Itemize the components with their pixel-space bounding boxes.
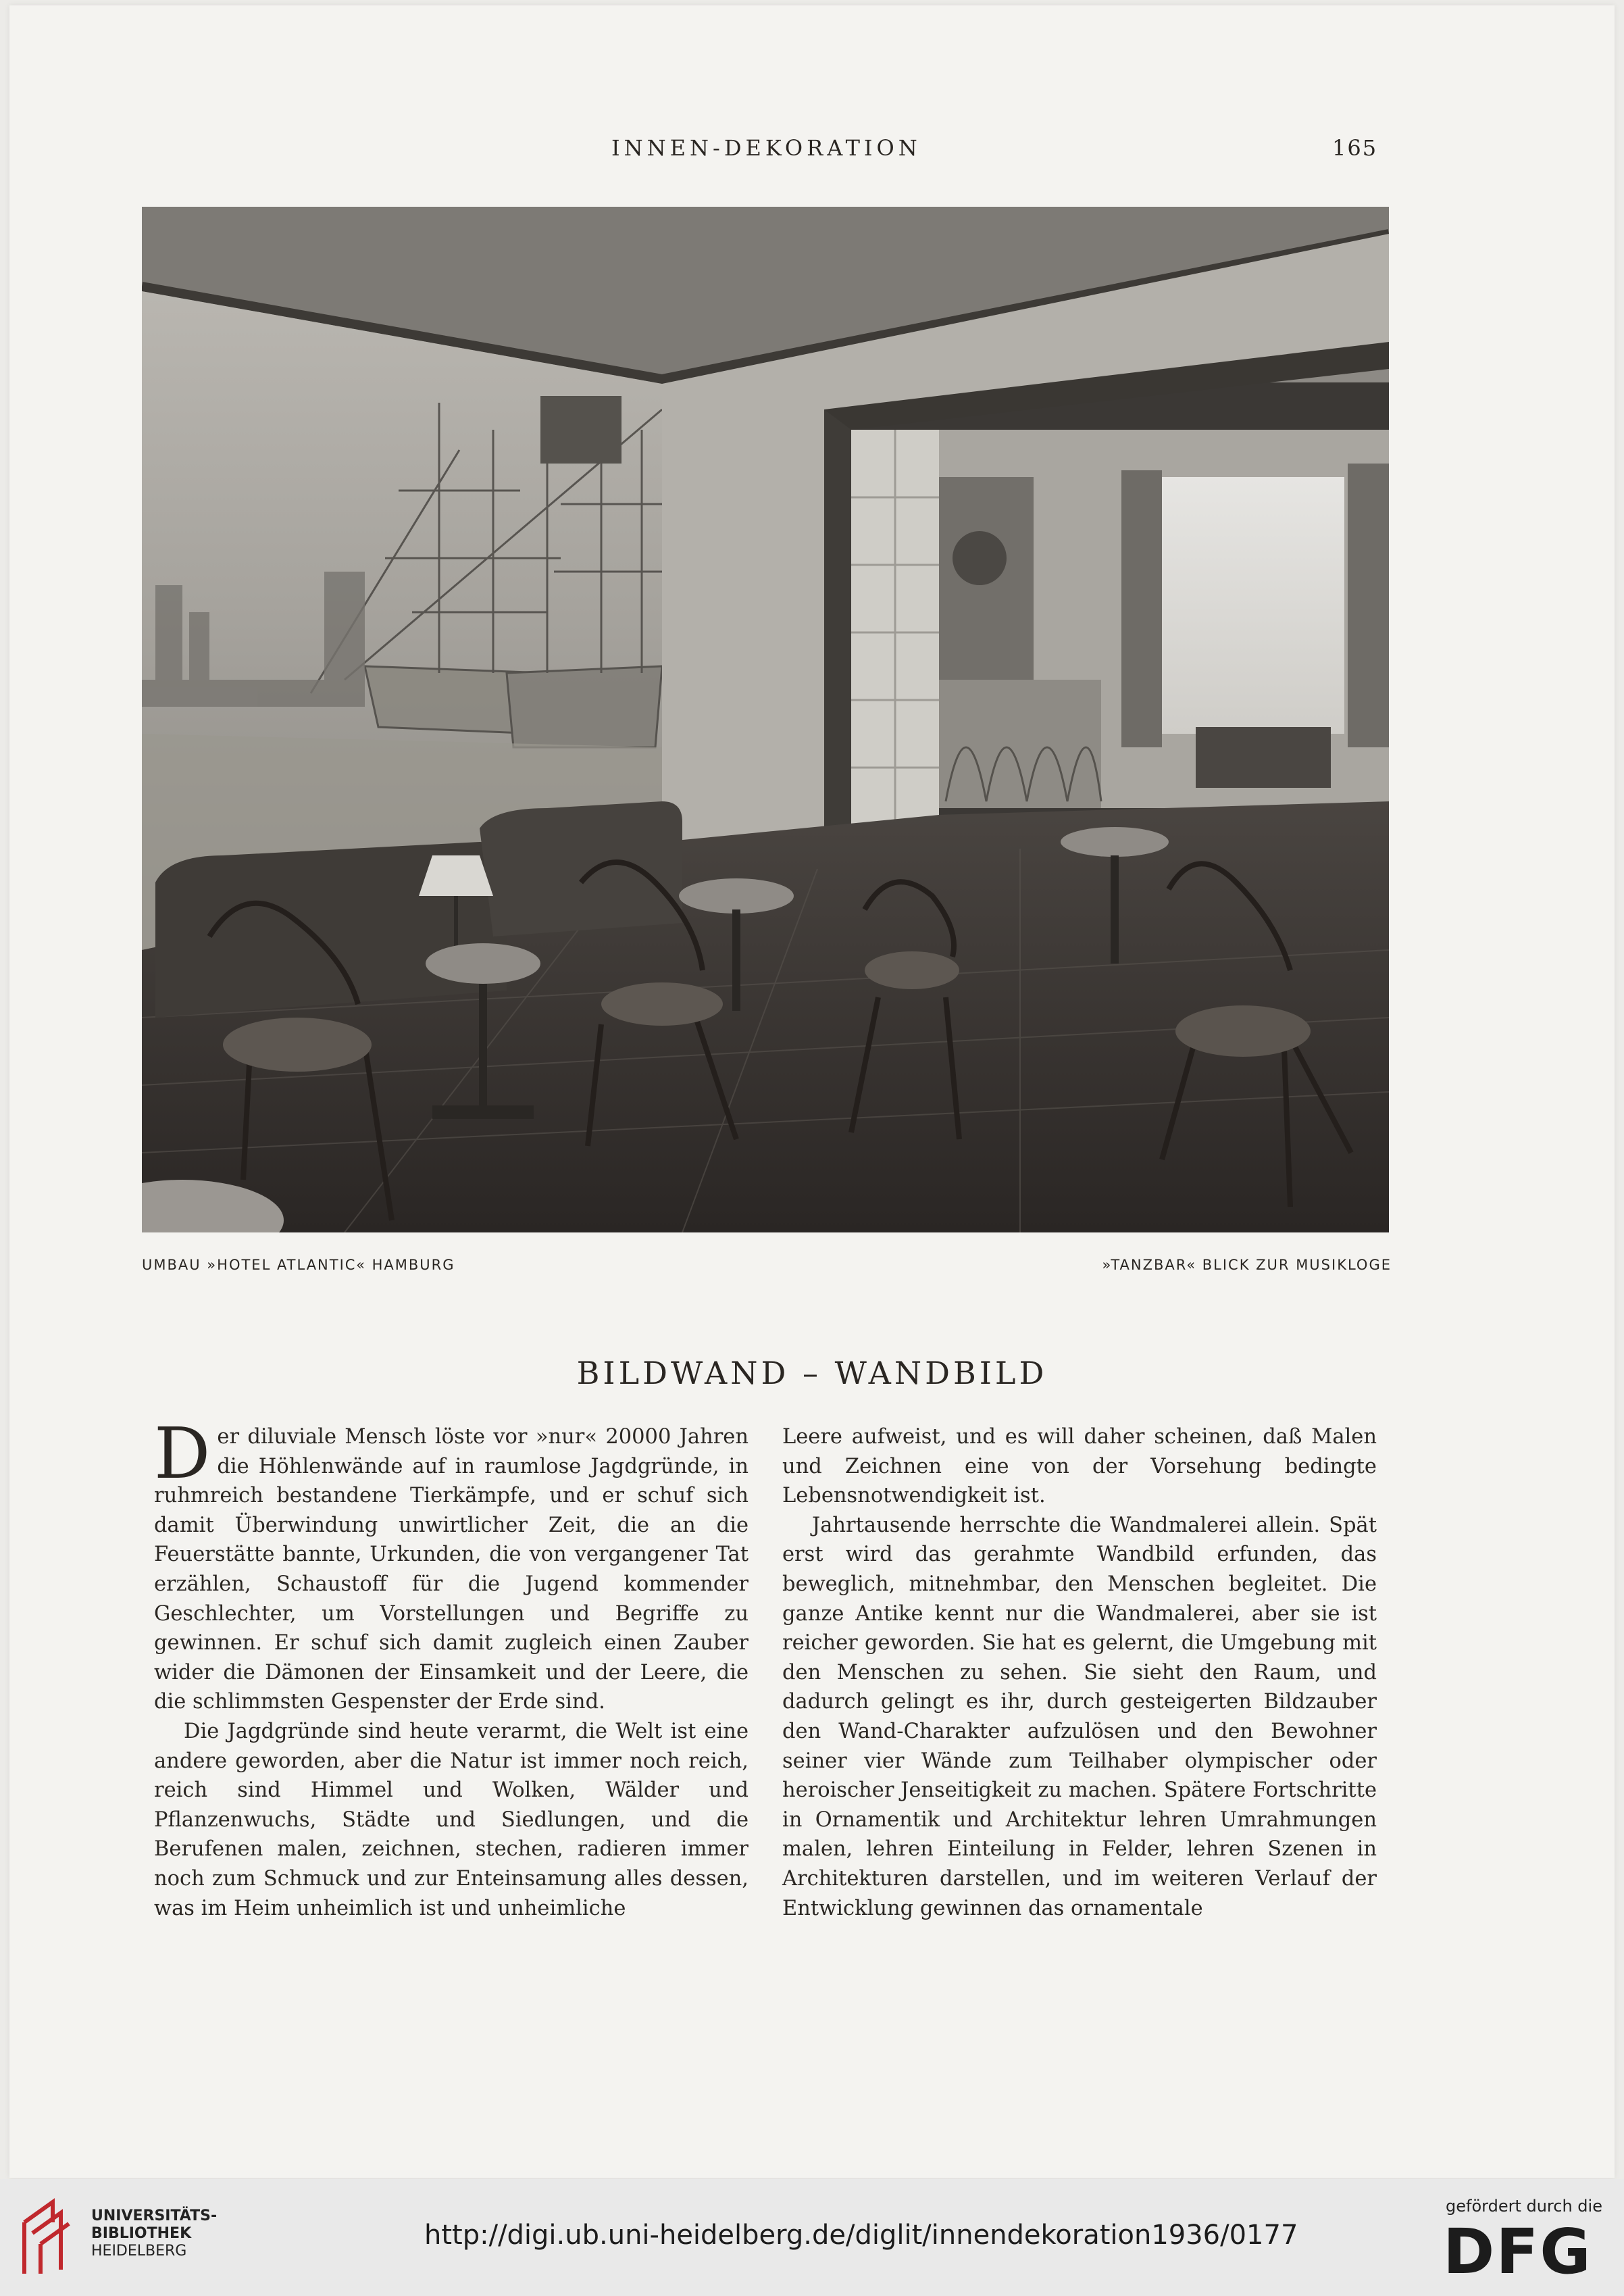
figure-caption-left: UMBAU »HOTEL ATLANTIC« HAMBURG (142, 1257, 455, 1273)
dfg-logo[interactable]: DFG (1443, 2216, 1592, 2288)
library-name (91, 2207, 217, 2260)
paragraph: Leere aufweist, und es will daher scheinen, daß Malen und Zeichnen eine von der Vorsehung bedingte Lebensnotwendigkeit ist. (782, 1425, 1377, 1508)
figure-caption-right: »TANZBAR« BLICK ZUR MUSIKLOGE (1102, 1257, 1392, 1273)
photo-illustration (142, 207, 1389, 1232)
source-url-link[interactable]: http://digi.ub.uni-heidelberg.de/diglit/innendekoration1936/0177 (424, 2220, 1298, 2251)
paragraph: Die Jagdgründe sind heute verarmt, die Welt ist eine andere geworden, aber die Natur ist immer noch reich, reich sind Himmel und Wolken, Wälder und Pflanzenwuchs, Städte und Siedlungen, und die Berufenen malen, zeichnen, stechen, radieren immer noch zum Schmuck und zur Enteinsamung alles dessen, was im Heim unheimlich ist und unheimliche (154, 1719, 748, 1920)
library-line: HEIDELBERG (91, 2243, 187, 2260)
interior-photograph (142, 207, 1389, 1232)
library-line: BIBLIOTHEK (91, 2225, 192, 2242)
text-column-left (154, 1412, 748, 1923)
page-number: 165 (1332, 135, 1378, 161)
university-library-logo[interactable] (19, 2195, 78, 2276)
paragraph-text: er diluviale Mensch löste vor »nur« 20000 Jahren die Höhlenwände auf in raumlose Jagdgründe, in ruhmreich bestandene Tierkämpfe, und er schuf sich damit Überwindung unwirtlicher Zeit, die an die Feuerstätte bannte, Urkunden, die von vergangener Tat erzählen, Schaustoff für die Jugend kommender Geschlechter, um Vorstellungen und Begriffe zu gewinnen. Er schuf sich damit zugleich einen Zauber wider die Dämonen der Einsamkeit und der Leere, die die schlimmsten Gespenster der Erde sind. (154, 1425, 748, 1714)
drop-cap: D (154, 1412, 211, 1495)
paragraph (154, 1412, 748, 1717)
library-line: UNIVERSITÄTS- (91, 2207, 218, 2224)
digitization-footer (0, 2179, 1624, 2296)
running-title: INNEN-DEKORATION (611, 135, 921, 161)
funding-label: gefördert durch die (1446, 2197, 1602, 2216)
article-title: BILDWAND – WANDBILD (576, 1355, 1048, 1391)
paragraph: Jahrtausende herrschte die Wandmalerei allein. Spät erst wird das gerahmte Wandbild erfunden, das beweglich, mitnehmbar, den Menschen begleitet. Die ganze Antike kennt nur die Wandmalerei, aber sie ist reicher geworden. Sie hat es gelernt, die Umgebung mit den Menschen zu sehen. Sie sieht den Raum, und dadurch gelingt es ihr, durch gesteigerten Bildzauber den Wand-Charakter aufzulösen und den Bewohner seiner vier Wände zum Teilhaber olympischer oder heroischer Jenseitigkeit zu machen. Spätere Fortschritte in Ornamentik und Architektur lehren Umrahmungen malen, lehren Einteilung in Felder, lehren Szenen in Architekturen darstellen, und im weiteren Verlauf der Entwicklung gewinnen das ornamentale (782, 1513, 1377, 1920)
text-column-right (782, 1422, 1377, 1923)
